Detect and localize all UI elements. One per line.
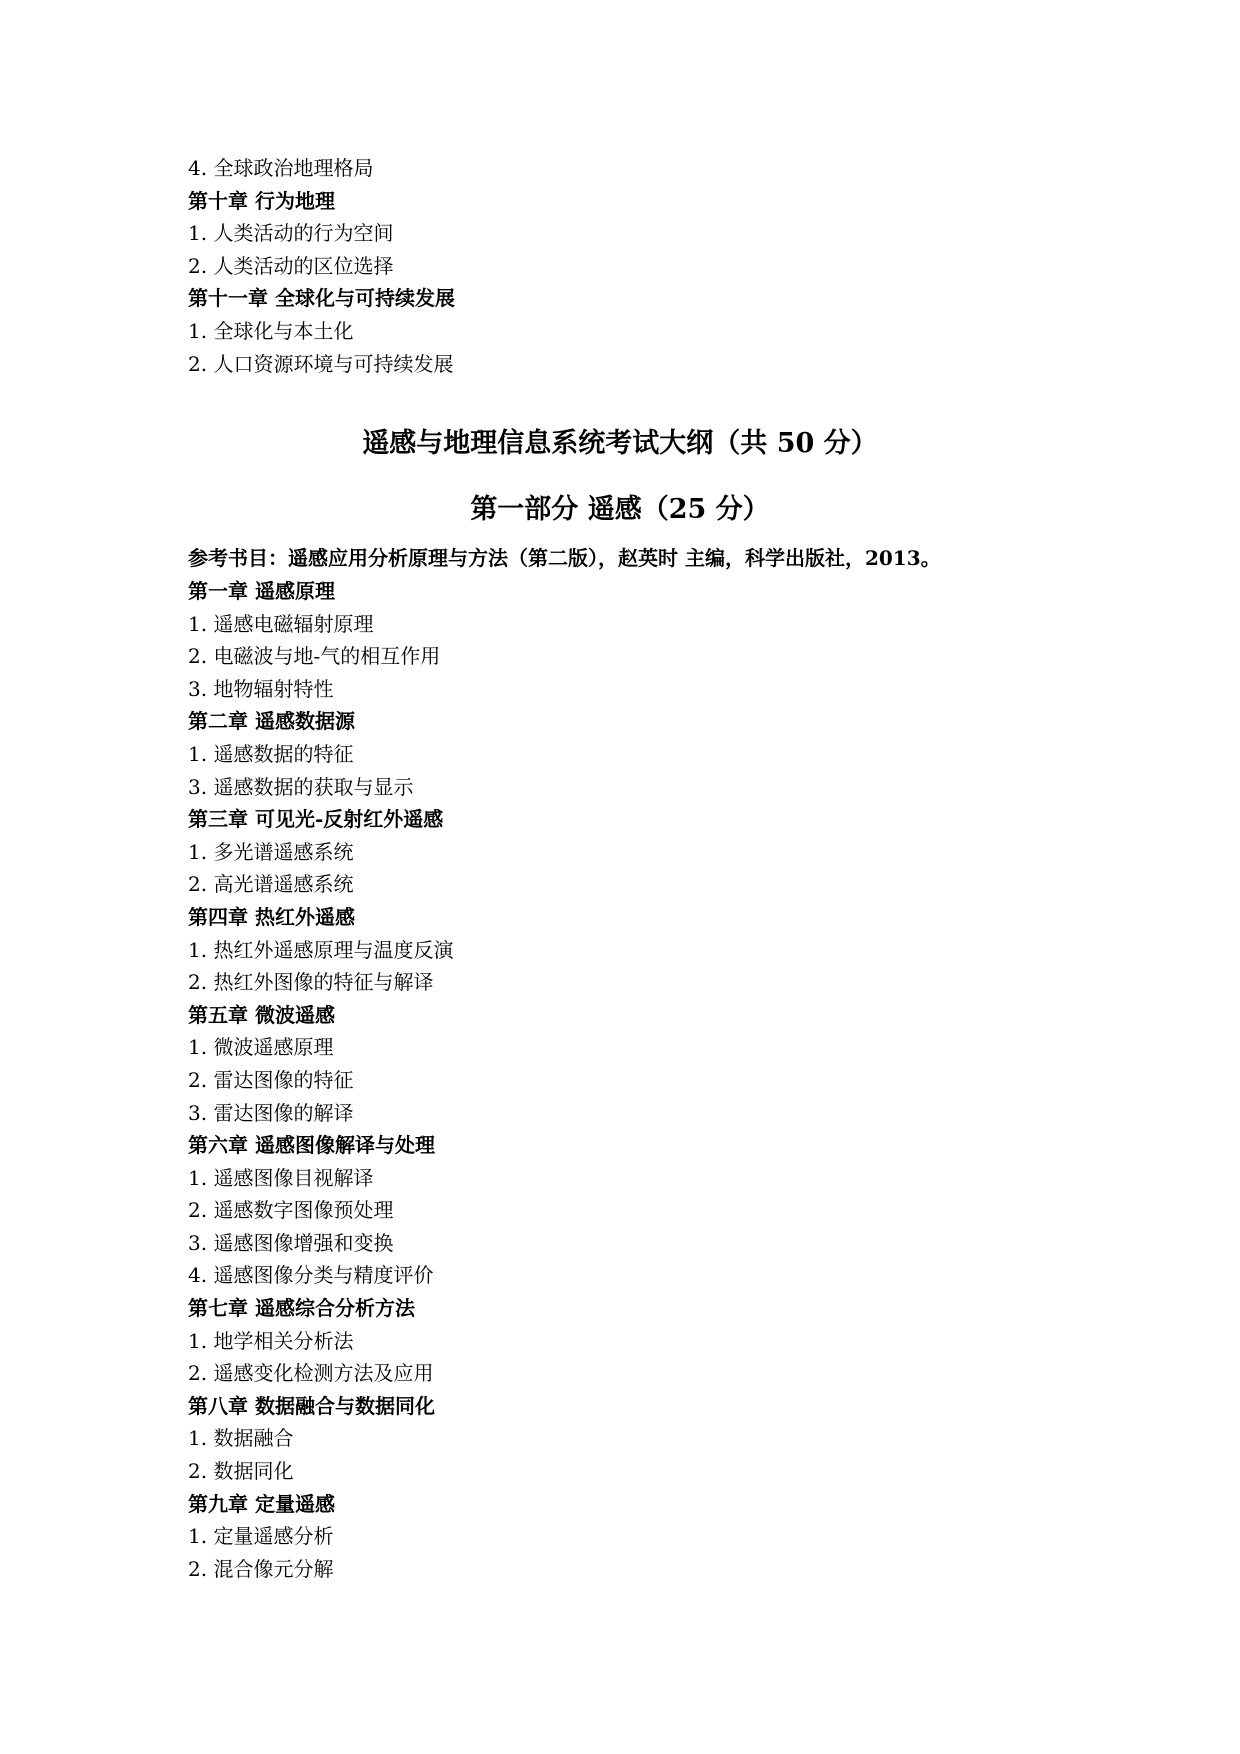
list-item: 1. 遥感图像目视解译 <box>188 1165 374 1190</box>
list-item: 2. 人口资源环境与可持续发展 <box>188 351 454 376</box>
chapter-heading: 第三章 可见光-反射红外遥感 <box>188 807 444 832</box>
list-item: 1. 全球化与本土化 <box>188 318 354 343</box>
list-item: 1. 数据融合 <box>188 1426 294 1451</box>
list-item: 2. 人类活动的区位选择 <box>188 253 394 278</box>
list-item: 2. 遥感变化检测方法及应用 <box>188 1361 434 1386</box>
list-item: 2. 电磁波与地-气的相互作用 <box>188 644 441 669</box>
chapter-heading: 第五章 微波遥感 <box>188 1002 335 1027</box>
list-item: 1. 人类活动的行为空间 <box>188 221 394 246</box>
main-section <box>188 575 1188 1585</box>
top-section <box>188 152 1188 380</box>
list-item: 4. 遥感图像分类与精度评价 <box>188 1263 434 1288</box>
chapter-heading: 第九章 定量遥感 <box>188 1491 335 1516</box>
list-item: 2. 遥感数字图像预处理 <box>188 1198 394 1223</box>
part-title: 第一部分 遥感（25 分） <box>470 494 770 525</box>
list-item: 2. 混合像元分解 <box>188 1556 334 1581</box>
list-item: 3. 地物辐射特性 <box>188 676 334 701</box>
reference-books: 参考书目：遥感应用分析原理与方法（第二版），赵英时 主编，科学出版社，2013。 <box>188 546 941 570</box>
chapter-heading: 第六章 遥感图像解译与处理 <box>188 1133 435 1158</box>
list-item: 1. 遥感电磁辐射原理 <box>188 611 374 636</box>
syllabus-title: 遥感与地理信息系统考试大纲（共 50 分） <box>362 428 878 459</box>
chapter-heading: 第十章 行为地理 <box>188 188 335 213</box>
list-item: 1. 遥感数据的特征 <box>188 741 354 766</box>
list-item: 1. 多光谱遥感系统 <box>188 839 354 864</box>
chapter-heading: 第八章 数据融合与数据同化 <box>188 1393 435 1418</box>
chapter-heading: 第一章 遥感原理 <box>188 579 335 603</box>
list-item: 1. 热红外遥感原理与温度反演 <box>188 937 454 962</box>
list-item: 3. 遥感数据的获取与显示 <box>188 774 414 799</box>
list-item: 1. 地学相关分析法 <box>188 1328 354 1353</box>
chapter-heading: 第十一章 全球化与可持续发展 <box>188 286 455 311</box>
list-item: 2. 热红外图像的特征与解译 <box>188 970 434 995</box>
list-item: 3. 遥感图像增强和变换 <box>188 1230 394 1255</box>
list-item: 4. 全球政治地理格局 <box>188 156 374 180</box>
chapter-heading: 第四章 热红外遥感 <box>188 904 355 929</box>
list-item: 1. 定量遥感分析 <box>188 1524 334 1549</box>
chapter-heading: 第七章 遥感综合分析方法 <box>188 1296 415 1321</box>
list-item: 2. 数据同化 <box>188 1459 294 1484</box>
list-item: 2. 高光谱遥感系统 <box>188 872 354 897</box>
list-item: 3. 雷达图像的解译 <box>188 1100 354 1125</box>
list-item: 1. 微波遥感原理 <box>188 1035 334 1060</box>
chapter-heading: 第二章 遥感数据源 <box>188 709 355 734</box>
list-item: 2. 雷达图像的特征 <box>188 1067 354 1092</box>
